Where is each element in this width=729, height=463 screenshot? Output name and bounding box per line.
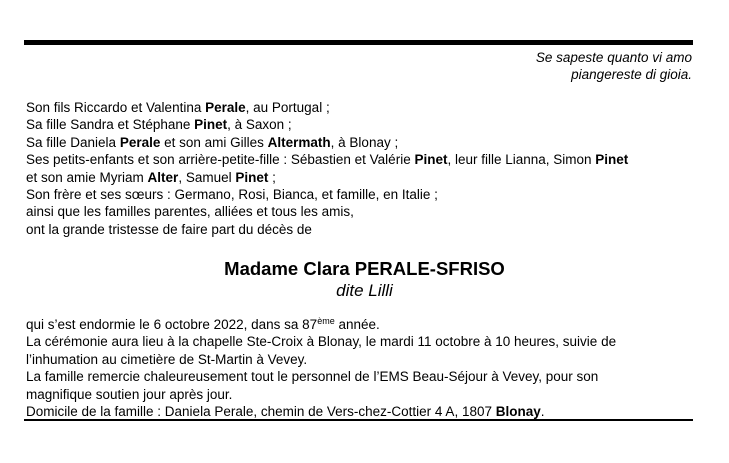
text: , leur fille Lianna, Simon	[447, 152, 596, 168]
family-line-4	[26, 151, 706, 168]
family-line-5	[26, 169, 706, 186]
bottom-rule	[24, 419, 693, 421]
text: , au Portugal ;	[245, 100, 330, 115]
family-line-1	[26, 99, 706, 116]
details-line-5: magnifique soutien jour après jour.	[26, 386, 233, 402]
deceased-alias: dite Lilli	[336, 281, 393, 300]
surname: Pinet	[194, 117, 228, 133]
deceased-name: Madame Clara PERALE-SFRISO	[224, 258, 505, 279]
family-line-8: ont la grande tristesse de faire part du décès de	[26, 221, 312, 237]
details-line-3: l’inhumation au cimetière de St-Martin à Vevey.	[26, 351, 308, 367]
text: , à Blonay ;	[330, 134, 399, 150]
text: .	[540, 404, 545, 420]
town: Blonay	[495, 404, 541, 420]
surname: Perale	[205, 100, 246, 115]
top-rule	[24, 40, 693, 45]
surname: Alter	[147, 169, 179, 185]
details-line-2: La cérémonie aura lieu à la chapelle Ste-Croix à Blonay, le mardi 11 octobre à 10 heures, suivie de	[26, 334, 617, 350]
family-line-7: ainsi que les familles parentes, alliées et tous les amis,	[26, 204, 354, 220]
family-list	[26, 99, 706, 238]
details-line-1	[26, 316, 706, 333]
family-line-3	[26, 134, 706, 151]
text: Domicile de la famille : Daniela Perale, chemin de Vers-chez-Cottier 4 A, 1807	[26, 404, 496, 420]
text: ;	[268, 169, 276, 185]
text: Sa fille Daniela	[26, 134, 120, 150]
surname: Pinet	[235, 169, 269, 185]
family-line-6: Son frère et ses sœurs : Germano, Rosi, Bianca, et famille, en Italie ;	[26, 187, 438, 203]
surname: Perale	[119, 134, 161, 150]
surname: Altermath	[267, 134, 331, 150]
text: , Samuel	[178, 169, 236, 185]
text: Son fils Riccardo et Valentina	[26, 100, 206, 115]
text: année.	[334, 317, 380, 332]
surname: Pinet	[595, 152, 629, 168]
details-line-6	[26, 403, 706, 420]
quote-line-1: Se sapeste quanto vi amo	[535, 50, 692, 65]
details-line-4: La famille remercie chaleureusement tout le personnel de l’EMS Beau-Séjour à Vevey, pour son	[26, 369, 599, 385]
text: qui s’est endormie le 6 octobre 2022, dans sa 87	[26, 317, 318, 332]
ordinal-suffix: ème	[317, 316, 335, 326]
text: et son amie Myriam	[26, 169, 148, 185]
epigraph-quote	[536, 49, 692, 83]
text: , à Saxon ;	[227, 117, 292, 133]
surname: Pinet	[414, 152, 448, 168]
text: Ses petits-enfants et son arrière-petite-fille : Sébastien et Valérie	[26, 152, 415, 168]
quote-line-2: piangereste di gioia.	[571, 67, 692, 82]
text: Sa fille Sandra et Stéphane	[26, 117, 195, 133]
ceremony-details	[26, 316, 706, 420]
family-line-2	[26, 116, 706, 133]
text: et son ami Gilles	[160, 134, 268, 150]
